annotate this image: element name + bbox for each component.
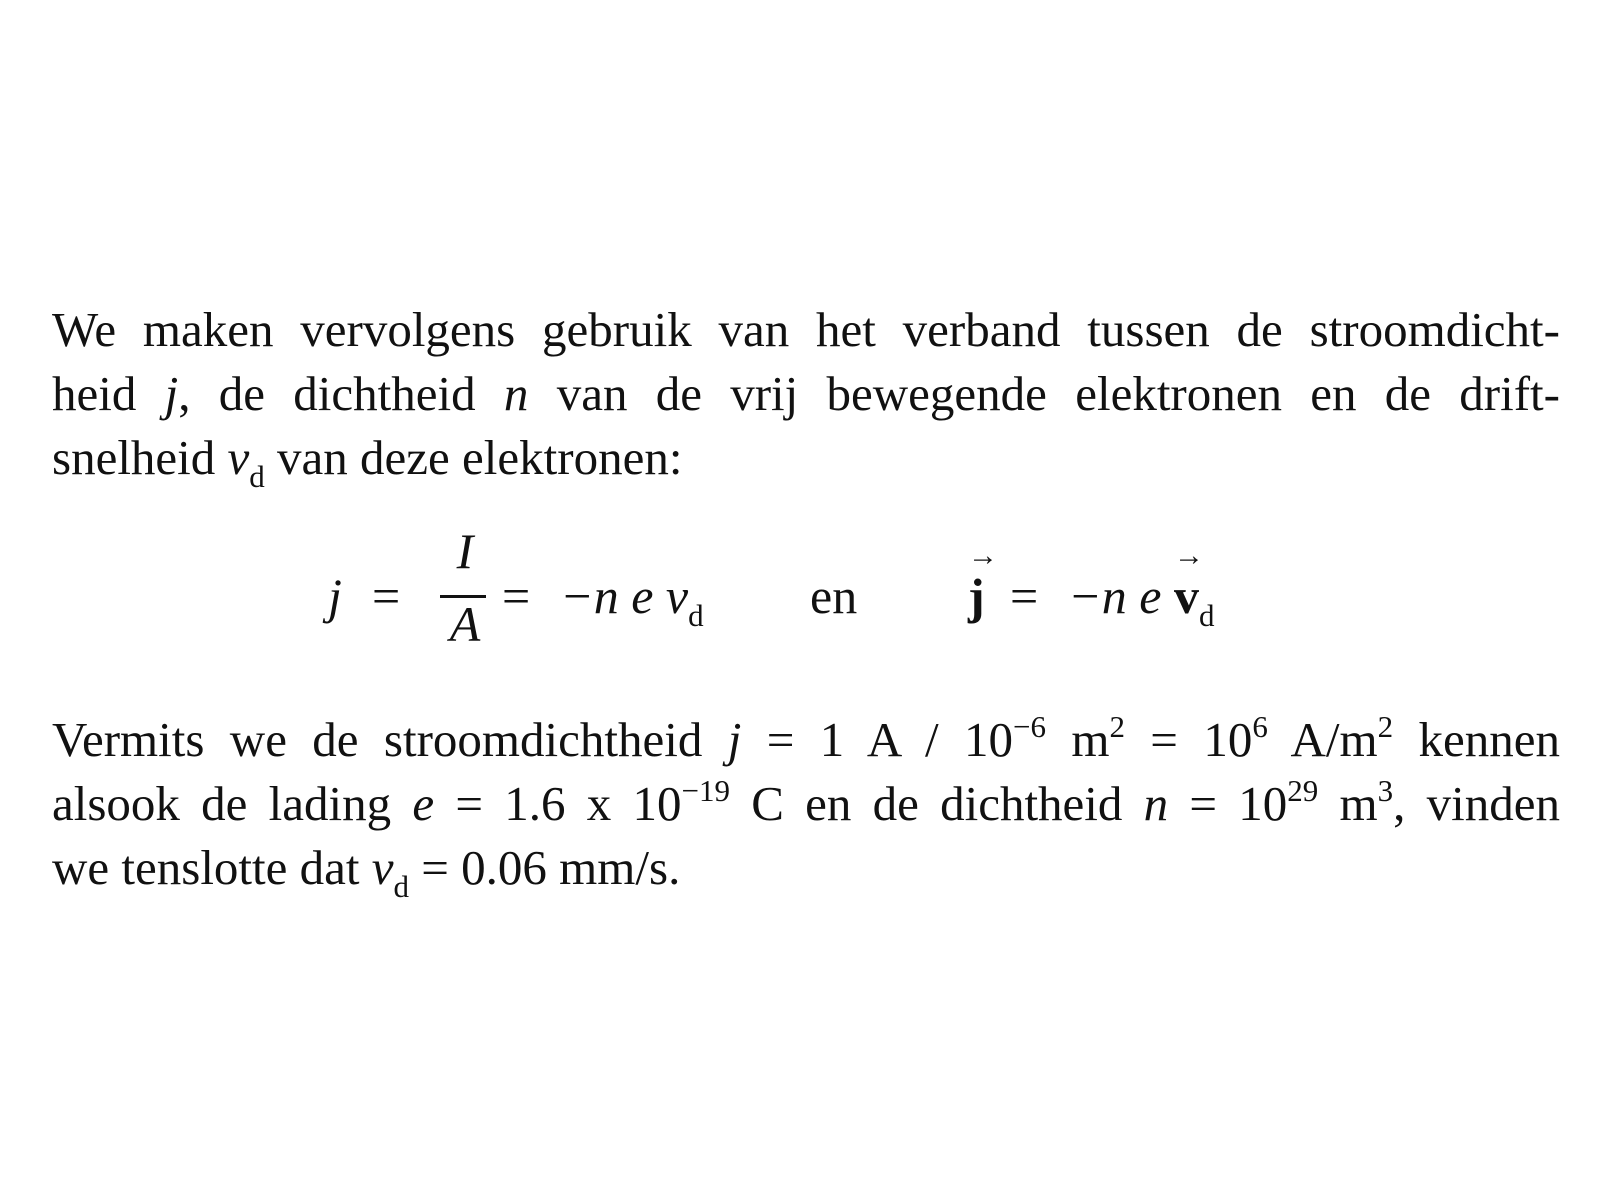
text-segment: we tenslotte dat: [52, 840, 372, 895]
text-segment: We maken vervolgens gebruik van het verband tussen de stroomdicht-: [52, 302, 1560, 357]
subscript-d: d: [393, 869, 410, 904]
variable-j: j: [727, 712, 742, 767]
variable-n: n: [1143, 776, 1169, 831]
text-segment: Vermits we de stroomdichtheid: [52, 712, 728, 767]
vector-j: [968, 539, 998, 625]
intro-paragraph: [52, 298, 1560, 494]
superscript: 6: [1252, 709, 1268, 744]
fraction-denominator: A: [449, 596, 481, 652]
fraction-i-over-a: [430, 520, 500, 670]
text-segment: heid: [52, 366, 165, 421]
text-segment: = 1 A / 10: [741, 712, 1013, 767]
eq-rhs-vector: [1068, 539, 1215, 633]
superscript: 3: [1377, 773, 1394, 808]
text-segment: , de dichtheid: [178, 366, 504, 421]
subscript-d: d: [688, 598, 704, 633]
current-density-equation: [320, 520, 1280, 670]
variable-n: n: [503, 366, 529, 421]
superscript: 2: [1109, 709, 1125, 744]
variable-v: v: [371, 840, 394, 895]
text-segment: = 0.06 mm/s.: [409, 840, 681, 895]
eq-equals-2: =: [502, 568, 531, 624]
intro-line-2: [52, 362, 1560, 426]
vector-arrow-icon: →: [1173, 539, 1204, 572]
eq-equals-3: =: [1010, 568, 1039, 624]
text-segment: , vinden: [1393, 776, 1560, 831]
text-segment: alsook de lading: [52, 776, 413, 831]
text-segment: C en de dichtheid: [729, 776, 1144, 831]
superscript: −6: [1012, 709, 1046, 744]
rhs-vector-text: −n e: [1068, 568, 1174, 624]
text-segment: A/m: [1267, 712, 1378, 767]
result-line-1: [52, 708, 1560, 772]
eq-vector-j: [968, 539, 998, 625]
text-segment: kennen: [1393, 712, 1560, 767]
text-segment: van de vrij bewegende elektronen en de drift-: [528, 366, 1560, 421]
eq-equals-1: =: [372, 568, 401, 624]
rhs-scalar-text: −n e v: [560, 568, 689, 624]
text-segment: m: [1318, 776, 1378, 831]
fraction-numerator: I: [456, 523, 474, 579]
text-segment: m: [1045, 712, 1110, 767]
result-line-3: [52, 836, 1560, 904]
subscript-d: d: [1198, 598, 1215, 633]
eq-connector-en: en: [810, 568, 858, 624]
variable-v: v: [227, 430, 250, 485]
text-segment: snelheid: [52, 430, 228, 485]
subscript-d: d: [249, 459, 265, 494]
eq-rhs-scalar: [560, 567, 704, 633]
vector-j-letter: j: [968, 568, 985, 624]
vector-v: [1173, 539, 1204, 625]
superscript: 2: [1377, 709, 1394, 744]
text-segment: = 1.6 x 10: [434, 776, 682, 831]
vector-arrow-icon: →: [968, 539, 998, 572]
intro-line-3: [52, 426, 1560, 494]
vector-v-letter: v: [1173, 568, 1199, 624]
variable-j: j: [164, 366, 179, 421]
text-segment: = 10: [1168, 776, 1288, 831]
eq-variable-j: j: [328, 568, 342, 624]
superscript: −19: [681, 773, 730, 808]
superscript: 29: [1287, 773, 1319, 808]
variable-e: e: [412, 776, 435, 831]
result-paragraph: [52, 708, 1560, 904]
text-segment: van deze elektronen:: [264, 430, 683, 485]
text-segment: = 10: [1124, 712, 1253, 767]
intro-line-1: [52, 298, 1560, 362]
result-line-2: [52, 772, 1560, 836]
